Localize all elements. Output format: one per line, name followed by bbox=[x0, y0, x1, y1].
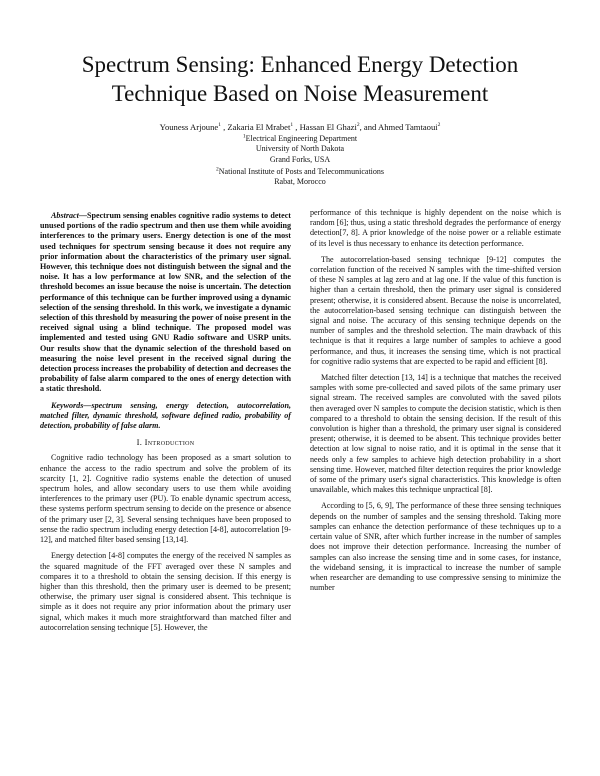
author-affiliation-mark: 1 bbox=[290, 122, 294, 129]
affiliation-university: University of North Dakota bbox=[255, 144, 345, 154]
affiliation-mark: 1 bbox=[242, 133, 246, 140]
author-affiliation-mark: 2 bbox=[356, 122, 360, 129]
author-affiliation-mark: 1 bbox=[218, 122, 221, 129]
left-column bbox=[40, 211, 291, 639]
author-separator: , bbox=[220, 122, 228, 132]
abstract-text: Spectrum sensing enables cognitive radio systems to detect unused portions of the radio spectrum and then use them while avoiding interferences to the primary users. Energy detection is one of the most used techniques for spectrum sensing because it does not require any prior information about the characteristics of the primary user signal. However, this technique does not distinguish between the signal and the noise. It has a low performance at low SNR, and the selection of the threshold becomes an issue because the noise is uncertain. The detection performance of this technique can be further improved using a dynamic selection of the sensing threshold. In this work, we investigate a dynamic selection of this threshold by measuring the power of noise present in the received signal using a blind technique. The proposed model was implemented and tested using GNU Radio software and USRP units. Our results show that the dynamic selection of the threshold based on measuring the noise level present in the received signal during the detection process increases the probability of detection and decreases the probability of false alarm compared to the ones of energy detection with a static threshold. bbox=[40, 211, 291, 394]
affiliation-2 bbox=[150, 167, 450, 188]
affiliation-location: Rabat, Morocco bbox=[274, 177, 326, 187]
author-separator: , bbox=[293, 122, 300, 132]
affiliation-line bbox=[150, 134, 450, 144]
affiliation-mark: 2 bbox=[215, 166, 219, 173]
affiliation-department: Electrical Engineering Department bbox=[245, 134, 358, 143]
body-paragraph-1: performance of this technique is highly dependent on the noise which is random [6]; thus, using a static threshold degrades the performance of energy detection[7, 8]. A prior knowledge of the noise power or a reliable estimate of its level is thus necessary to enhance its detection performance. bbox=[310, 208, 561, 248]
author-line bbox=[60, 122, 540, 133]
right-column bbox=[310, 208, 561, 599]
body-paragraph-2: The autocorrelation-based sensing technique [9-12] computes the correlation function of the received N samples with the time-shifted version of these N samples at lag zero and at lag one. If the value of this function is higher than a certain threshold, then the primary user signal is considered present; otherwise, it is considered absent. Because the noise is uncorrelated, the autocorrelation-based sensing technique can distinguish between the signal and noise. The accuracy of this sensing technique depends on the number of samples and the threshold selection. The main drawback of this technique is that it requires a large number of samples to achieve a good performance, and thus, it increases the sensing time, which is not practical for cognitive radio systems that are expected to be rapid and efficient [8]. bbox=[310, 254, 561, 366]
affiliation-location: Grand Forks, USA bbox=[269, 154, 331, 164]
affiliation-institute: National Institute of Posts and Telecommunications bbox=[218, 167, 384, 176]
author-name: Ahmed Tamtaoui bbox=[378, 122, 438, 132]
body-paragraph-3: Matched filter detection [13, 14] is a technique that matches the received samples with some pre-collected and saved pilots of the same primary user signal stream. The received samples are convoluted with the saved pilots then averaged over N samples to compute the decision statistic, which is then compared to a threshold to obtain the sensing decision. If the result of this convolution is higher than a threshold, the primary user signal is considered present; otherwise, it is deemed to be absent. This technique provides better detection at low signal to noise ratio, and it is optimal in the sense that it needs only a few samples to achieve high detection probability in a short sensing time. However, matched filter detection requires the prior knowledge of some of the primary user's signal characteristics. This knowledge is often unavailable, which makes this technique unpractical [8]. bbox=[310, 373, 561, 495]
paper-title: Spectrum Sensing: Enhanced Energy Detection Technique Based on Noise Measurement bbox=[81, 52, 519, 106]
affiliation-1 bbox=[150, 134, 450, 165]
abstract bbox=[40, 211, 291, 395]
author-name: Hassan El Ghazi bbox=[299, 122, 357, 132]
affiliation-line bbox=[150, 167, 450, 177]
author-name: Zakaria El Mrabet bbox=[227, 122, 291, 132]
author-name: Youness Arjoune bbox=[159, 122, 219, 132]
intro-paragraph-1: Cognitive radio technology has been proposed as a smart solution to enhance the access to the radio spectrum and solve the problem of its scarcity [1, 2]. Cognitive radio systems enable the detection of unused spectrum holes, and allow secondary users to use them while avoiding interferences to the primary user (PU). To enable dynamic spectrum access, these systems perform spectrum sensing to decide on the presence or absence of the primary user [2, 3]. Several sensing techniques have been proposed to sense the radio spectrum including energy detection [4-8], autocorrelation [9-12], and matched filter based sensing [13,14]. bbox=[40, 453, 291, 545]
section-heading-introduction bbox=[40, 437, 291, 447]
abstract-label: Abstract— bbox=[51, 211, 87, 220]
author-affiliation-mark: 2 bbox=[437, 122, 441, 129]
section-number: I. bbox=[136, 437, 143, 448]
keywords: Keywords—spectrum sensing, energy detection, autocorrelation, matched filter, dynamic threshold, software defined radio, probability of detection, probability of false alarm. bbox=[40, 400, 291, 431]
author-separator: , and bbox=[359, 122, 379, 132]
intro-paragraph-2: Energy detection [4-8] computes the energy of the received N samples as the squared magnitude of the FFT averaged over these N samples and compares it to a threshold to obtain the sensing decision. If this energy is higher than this threshold, then the primary user is deemed to be present; otherwise, the primary user signal is considered absent. This technique is simple as it does not require any prior information about the primary user signal, which makes it much more straightforward than matched filter and autocorrelation sensing technique [5]. However, the bbox=[40, 551, 291, 632]
body-paragraph-4: According to [5, 6, 9], The performance of these three sensing techniques depends on the number of samples and the sensing threshold. Taking more samples can enhance the detection performance of these techniques up to a certain value of SNR, after which further increase in the number of samples does not improve their detection performance. Increasing the number of samples can also increase the sensing time and in some cases, for instance, the wideband sensing, it is impractical to increase the number of sample when researcher are demanding to use compressive sensing to minimize the number bbox=[310, 501, 561, 593]
section-title: Introduction bbox=[144, 437, 195, 448]
